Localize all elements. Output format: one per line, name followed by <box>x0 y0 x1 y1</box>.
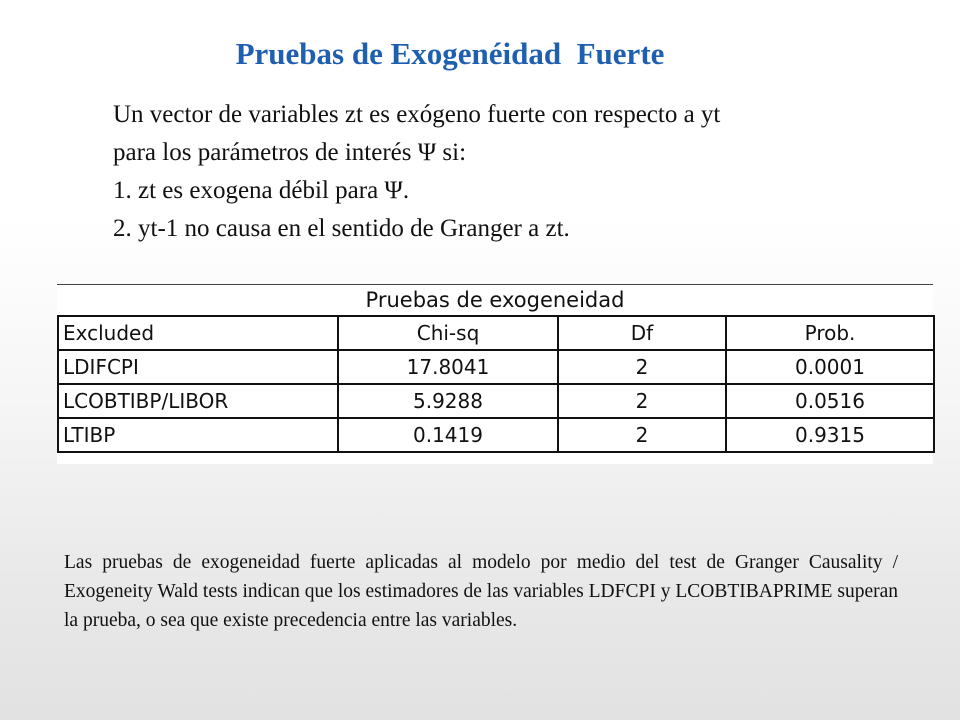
definition-text <box>113 96 913 248</box>
cell-prob: 0.0516 <box>726 384 934 418</box>
header-df: Df <box>558 316 726 350</box>
page-title: Pruebas de Exogenéidad Fuerte <box>235 36 665 71</box>
table-header-row <box>58 316 934 350</box>
cell-excluded: LTIBP <box>58 418 338 452</box>
table-row <box>58 384 934 418</box>
table-row <box>58 418 934 452</box>
cell-chi-sq: 5.9288 <box>338 384 558 418</box>
cell-prob: 0.9315 <box>726 418 934 452</box>
table-row <box>58 350 934 384</box>
cell-chi-sq: 17.8041 <box>338 350 558 384</box>
exogeneity-table <box>57 284 933 464</box>
cell-df: 2 <box>558 350 726 384</box>
cell-excluded: LDIFCPI <box>58 350 338 384</box>
cell-df: 2 <box>558 418 726 452</box>
condition-item-2: 2. yt-1 no causa en el sentido de Granger a zt. <box>113 215 570 242</box>
definition-line: para los parámetros de interés Ψ si: <box>113 139 467 166</box>
header-chi-sq: Chi-sq <box>338 316 558 350</box>
cell-df: 2 <box>558 384 726 418</box>
results-table <box>57 315 935 453</box>
conclusion-paragraph: Las pruebas de exogeneidad fuerte aplicadas al modelo por medio del test de Granger Causality / Exogeneity Wald tests indican que los estimadores de las variables LDFCPI y LCOBTIBAPRIME superan la prueba, o sea que existe precedencia entre las variables. <box>64 552 898 631</box>
table-caption: Pruebas de exogeneidad <box>57 284 933 314</box>
cell-chi-sq: 0.1419 <box>338 418 558 452</box>
definition-line: Un vector de variables zt es exógeno fuerte con respecto a yt <box>113 101 721 128</box>
condition-item-1: 1. zt es exogena débil para Ψ. <box>113 177 410 204</box>
header-prob: Prob. <box>726 316 934 350</box>
cell-excluded: LCOBTIBP/LIBOR <box>58 384 338 418</box>
header-excluded: Excluded <box>58 316 338 350</box>
cell-prob: 0.0001 <box>726 350 934 384</box>
